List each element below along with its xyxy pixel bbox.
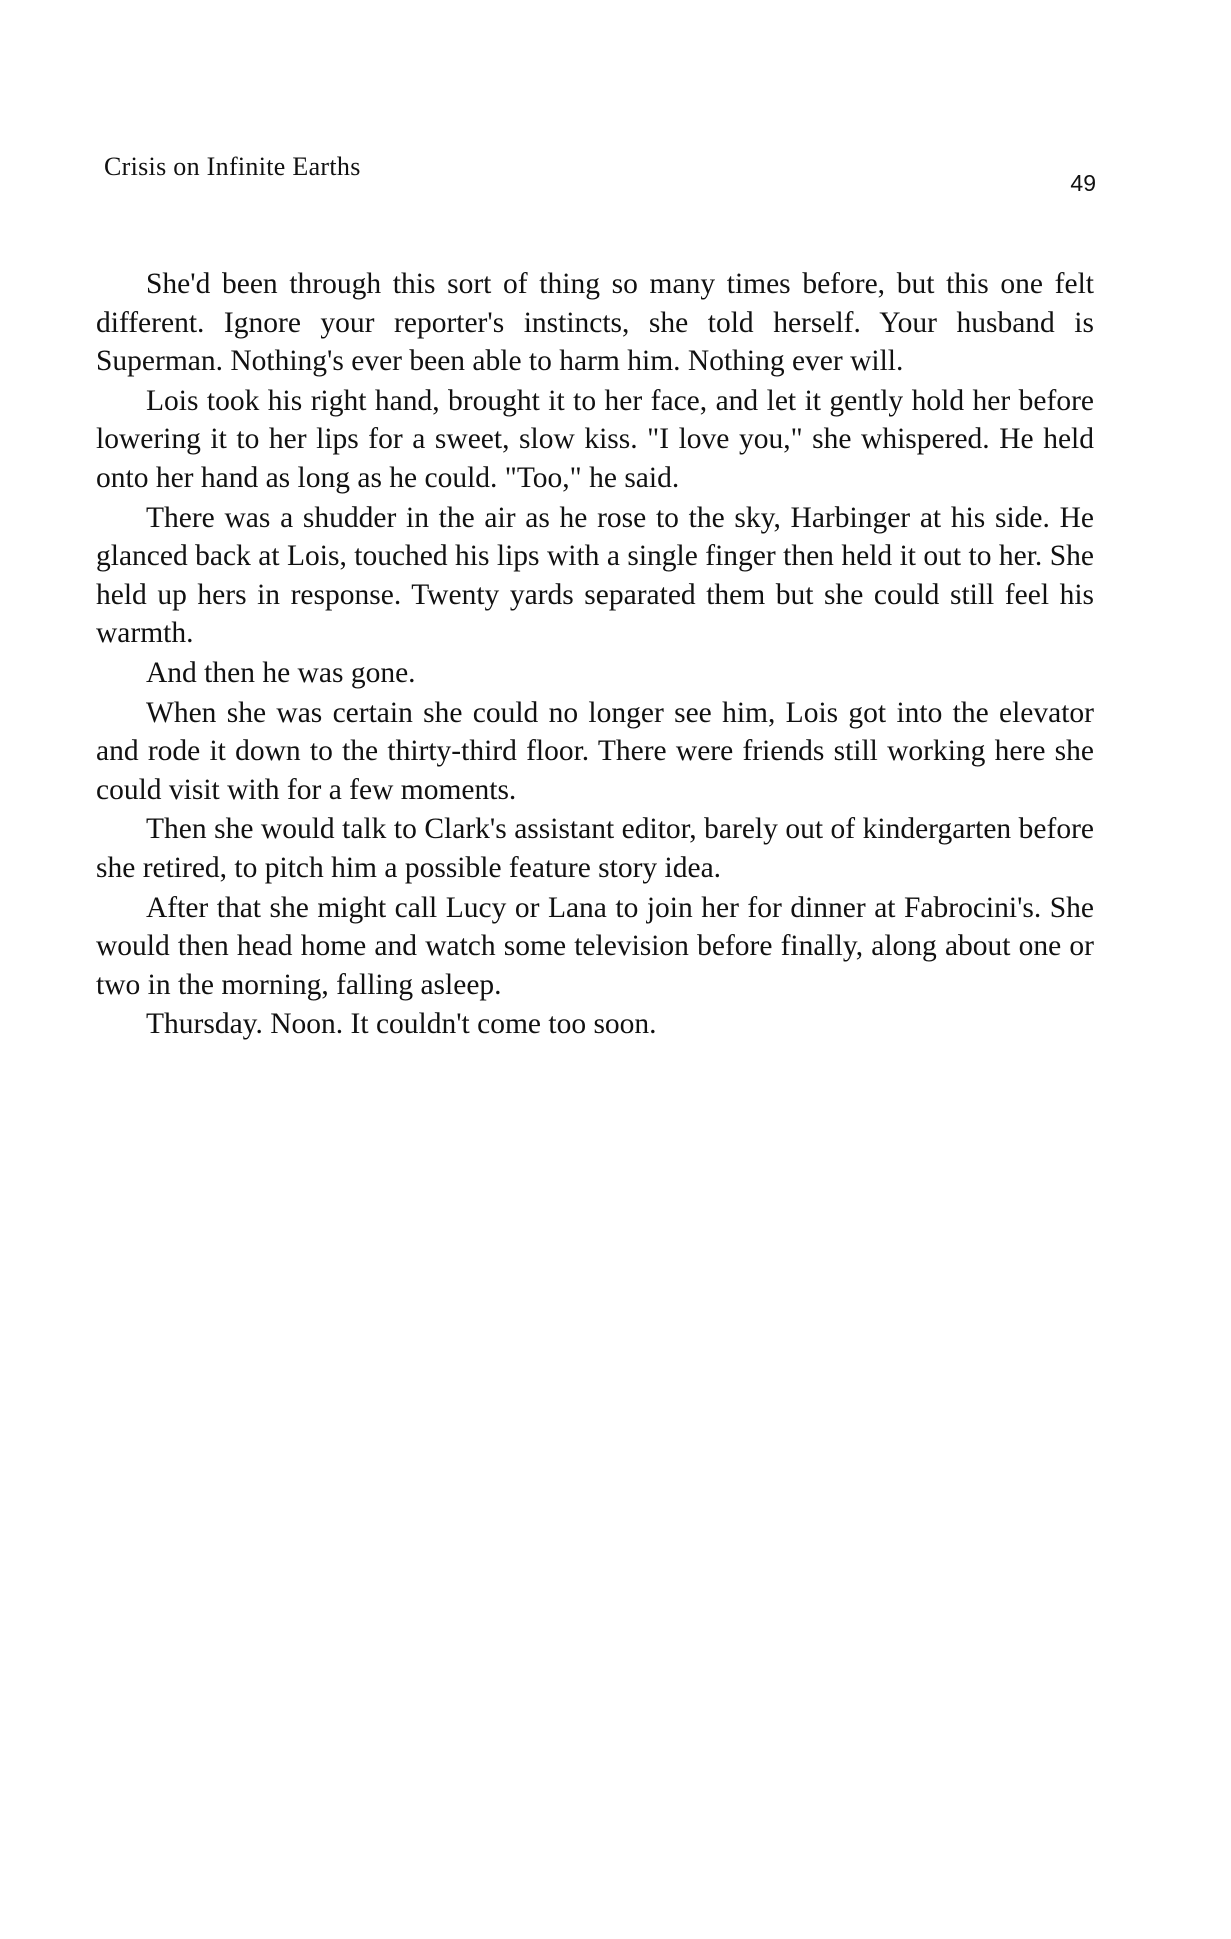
paragraph: And then he was gone.	[146, 656, 416, 689]
paragraph: She'd been through this sort of thing so many times before, but this one felt different. Ignore your reporter's instincts, she told herself. Your husband is Superman. Nothing's ever been able to harm him. Nothing ever will.	[96, 268, 1094, 378]
paragraph: After that she might call Lucy or Lana to join her for dinner at Fabrocini's. She would then head home and watch some television before finally, along about one or two in the morning, falling asleep.	[96, 891, 1094, 1001]
paragraph: When she was certain she could no longer see him, Lois got into the elevator and rode it down to the thirty-third floor. There were friends still working here she could visit with for a few moments.	[96, 696, 1094, 806]
paragraph: Then she would talk to Clark's assistant editor, barely out of kindergarten before she retired, to pitch him a possible feature story idea.	[96, 813, 1094, 884]
paragraph: There was a shudder in the air as he rose to the sky, Harbinger at his side. He glanced back at Lois, touched his lips with a single finger then held it out to her. She held up hers in response. Twenty yards separated them but she could still feel his warmth.	[96, 501, 1094, 650]
running-title: Crisis on Infinite Earths	[104, 152, 361, 181]
paragraph: Thursday. Noon. It couldn't come too soon.	[146, 1008, 657, 1041]
body-text	[96, 265, 1094, 1045]
paragraph: Lois took his right hand, brought it to her face, and let it gently hold her before lowering it to her lips for a sweet, slow kiss. "I love you," she whispered. He held onto her hand as long as he could. "Too," he said.	[96, 384, 1094, 494]
page-number: 49	[1070, 170, 1096, 196]
